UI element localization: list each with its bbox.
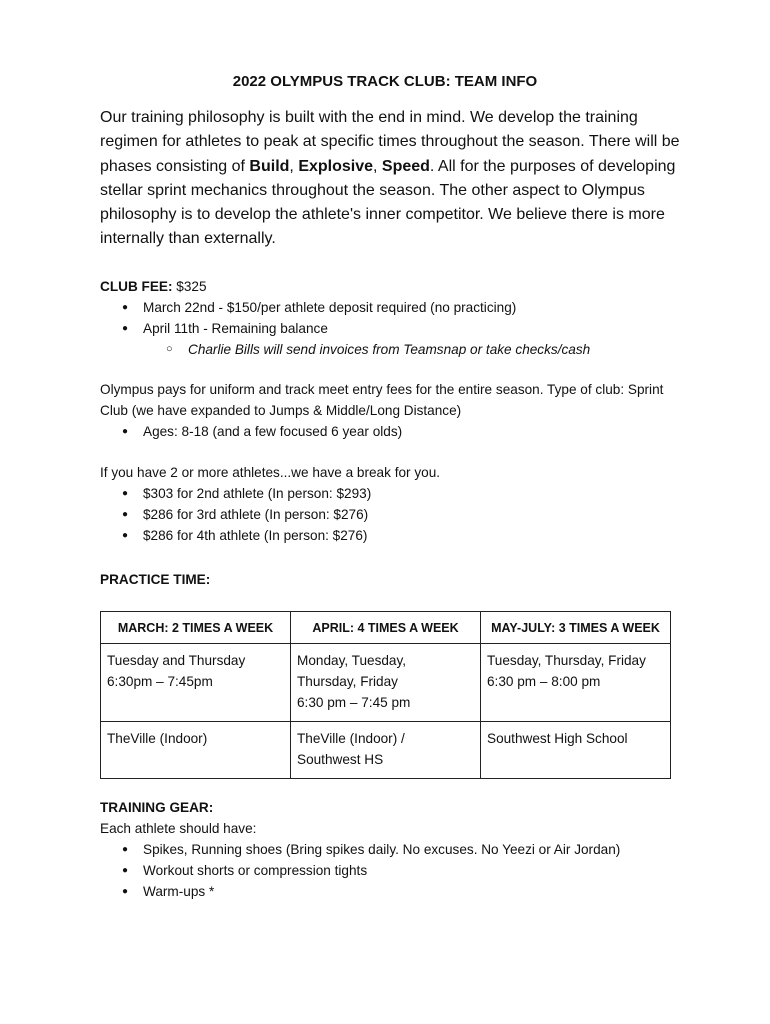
club-fee-section: [100, 276, 700, 360]
uniform-section: [100, 379, 675, 442]
cell-line: 6:30 pm – 8:00 pm: [487, 674, 601, 689]
discount-section: [100, 462, 700, 546]
intro-sep-1: ,: [289, 157, 299, 175]
practice-section: [100, 569, 700, 590]
club-fee-label: CLUB FEE:: [100, 279, 173, 294]
list-item: ● Ages: 8-18 (and a few focused 6 year olds): [100, 421, 675, 442]
list-item: ○ Charlie Bills will send invoices from Teamsnap or take checks/cash: [100, 339, 700, 360]
list-item: ● $286 for 3rd athlete (In person: $276): [100, 504, 700, 525]
list-item: ● March 22nd - $150/per athlete deposit required (no practicing): [100, 297, 700, 318]
table-cell: [101, 722, 291, 779]
cell-line: 6:30 pm – 7:45 pm: [297, 695, 411, 710]
practice-schedule-table: [100, 611, 671, 779]
table-row: [101, 722, 671, 779]
cell-line: Monday, Tuesday,: [297, 653, 407, 668]
column-header: MARCH: 2 TIMES A WEEK: [101, 612, 291, 644]
uniform-list: [100, 421, 675, 442]
intro-text-1: Our training philosophy is built with the end in mind. We develop the training regimen for athletes to peak at specific times throughout the season. There will be phases consisting of: [100, 109, 680, 175]
intro-paragraph: [100, 106, 685, 252]
list-item: ● $303 for 2nd athlete (In person: $293): [100, 483, 700, 504]
intro-explosive: Explosive: [298, 157, 374, 175]
cell-line: Southwest High School: [487, 731, 628, 746]
column-header: MAY-JULY: 3 TIMES A WEEK: [481, 612, 671, 644]
column-header: APRIL: 4 TIMES A WEEK: [291, 612, 481, 644]
club-fee-list: [100, 297, 700, 339]
club-fee-amount: $325: [172, 279, 207, 294]
list-item: ● Warm-ups *: [100, 881, 700, 902]
cell-line: Southwest HS: [297, 752, 384, 767]
list-item: ● Workout shorts or compression tights: [100, 860, 700, 881]
intro-speed: Speed: [381, 157, 430, 175]
list-item: ● $286 for 4th athlete (In person: $276): [100, 525, 700, 546]
cell-line: TheVille (Indoor): [107, 731, 208, 746]
table-cell: [481, 722, 671, 779]
gear-label: TRAINING GEAR:: [100, 800, 214, 815]
gear-section: [100, 797, 700, 902]
discount-list: [100, 483, 700, 546]
club-fee-line: [100, 276, 700, 297]
table-cell: [291, 722, 481, 779]
table-cell: [291, 644, 481, 722]
cell-line: Tuesday, Thursday, Friday: [487, 653, 646, 668]
intro-text-2: . All for the purposes of developing stellar sprint mechanics throughout the season. The other aspect to Olympus philosophy is to develop the athlete's inner competitor. We believe there is more internally than externally.: [100, 157, 676, 248]
uniform-text: Olympus pays for uniform and track meet entry fees for the entire season. Type of club: Sprint Club (we have expanded to Jumps & Middle/Long Distance): [100, 382, 664, 418]
gear-list: [100, 839, 700, 902]
table-header-row: [101, 612, 671, 644]
gear-text: Each athlete should have:: [100, 821, 257, 836]
club-fee-sublist: [100, 339, 700, 360]
list-item: ● April 11th - Remaining balance: [100, 318, 700, 339]
cell-line: 6:30pm – 7:45pm: [107, 674, 213, 689]
table-cell: [481, 644, 671, 722]
table-cell: [101, 644, 291, 722]
cell-line: Thursday, Friday: [297, 674, 398, 689]
document-title: 2022 OLYMPUS TRACK CLUB: TEAM INFO: [232, 73, 538, 90]
cell-line: TheVille (Indoor) /: [297, 731, 405, 746]
intro-build: Build: [249, 157, 290, 175]
table-row: [101, 644, 671, 722]
list-item: ● Spikes, Running shoes (Bring spikes daily. No excuses. No Yeezi or Air Jordan): [100, 839, 700, 860]
practice-label: PRACTICE TIME:: [100, 572, 211, 587]
cell-line: Tuesday and Thursday: [107, 653, 246, 668]
intro-sep-2: ,: [373, 157, 382, 175]
discount-text: If you have 2 or more athletes...we have a break for you.: [100, 465, 441, 480]
